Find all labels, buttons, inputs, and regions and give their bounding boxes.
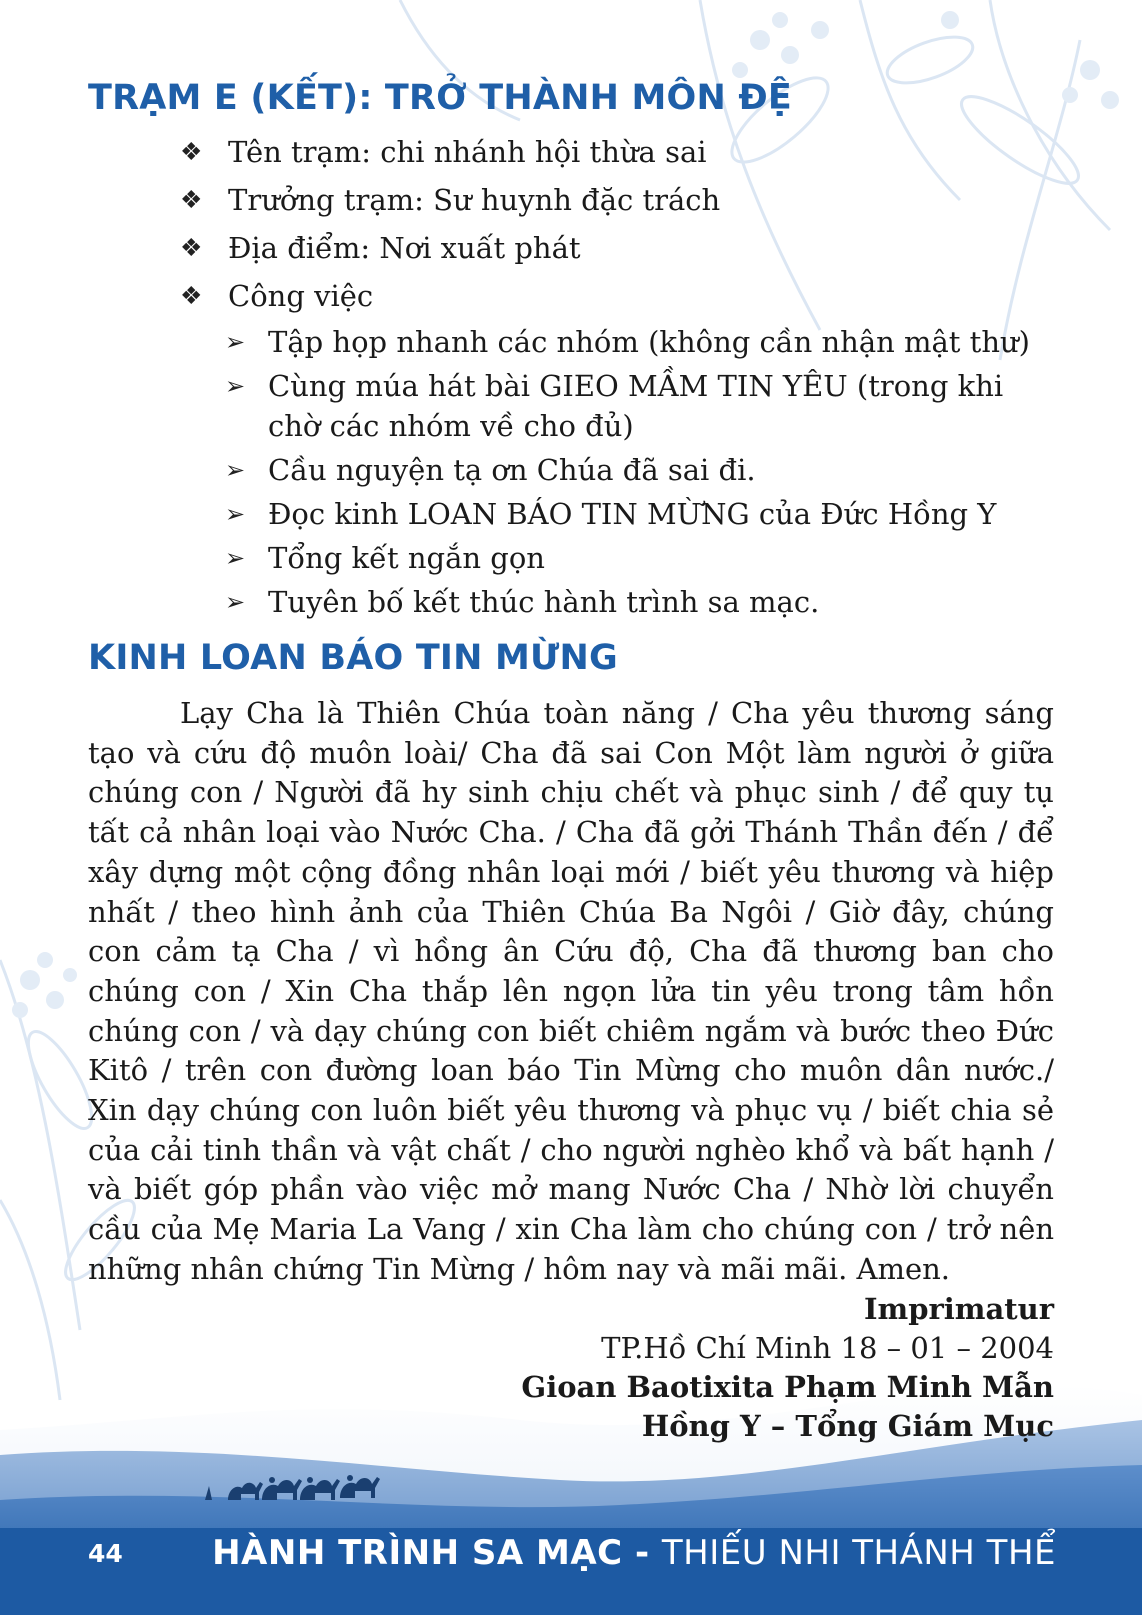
diamond-bullet-icon: ❖: [180, 185, 203, 214]
prayer-text: Lạy Cha là Thiên Chúa toàn năng / Cha yêu thương sáng tạo và cứu độ muôn loài/ Cha đã sai Con Một làm người ở giữa chúng con / Người đã hy sinh chịu chết và phục sinh / để quy tụ tất cả nhân loại vào Nước Cha. / Cha đã gởi Thánh Thần đến / để xây dựng một cộng đồng nhân loại mới / biết yêu thương và hiệp nhất / theo hình ảnh của Thiên Chúa Ba Ngôi / Giờ đây, chúng con cảm tạ Cha / vì hồng ân Cứu độ, Cha đã thương ban cho chúng con / Xin Cha thắp lên ngọn lửa tin yêu trong tâm hồn chúng con / và dạy chúng con biết chiêm ngắm và bước theo Đức Kitô / trên con đường loan báo Tin Mừng cho muôn dân nước./ Xin dạy chúng con luôn biết yêu thương và phục vụ / biết chia sẻ của cải tinh thần và vật chất / cho người nghèo khổ và bất hạnh / và biết góp phần vào việc mở mang Nước Cha / Nhờ lời chuyển cầu của Mẹ Maria La Vang / xin Cha làm cho chúng con / trở nên những nhân chứng Tin Mừng / hôm nay và mãi mãi. Amen.: [88, 696, 1054, 1286]
station-tasks-label: Công việc: [228, 279, 374, 313]
task-item: ➢ Tổng kết ngắn gọn: [225, 538, 1055, 578]
arrow-bullet-icon: ➢: [225, 588, 246, 616]
list-item: [178, 224, 720, 272]
task-item: ➢ Tập họp nhanh các nhóm (không cần nhận mật thư): [225, 322, 1055, 362]
station-info-list: [178, 128, 720, 320]
task-item: ➢ Đọc kinh LOAN BÁO TIN MỪNG của Đức Hồng Y: [225, 494, 1055, 534]
page-number: 44: [88, 1539, 123, 1568]
list-item: [178, 176, 720, 224]
station-location: Địa điểm: Nơi xuất phát: [228, 231, 581, 265]
arrow-bullet-icon: ➢: [225, 544, 246, 572]
arrow-bullet-icon: ➢: [225, 500, 246, 528]
station-heading: TRẠM E (KẾT): TRỞ THÀNH MÔN ĐỆ: [88, 78, 793, 118]
prayer-heading: KINH LOAN BÁO TIN MỪNG: [88, 638, 618, 678]
task-item: ➢ Cùng múa hát bài GIEO MẦM TIN YÊU (trong khi chờ các nhóm về cho đủ): [225, 366, 1055, 446]
arrow-bullet-icon: ➢: [225, 328, 246, 356]
station-leader: Trưởng trạm: Sư huynh đặc trách: [228, 183, 721, 217]
imprimatur-place-date: TP.Hồ Chí Minh 18 – 01 – 2004: [601, 1331, 1054, 1365]
station-name: Tên trạm: chi nhánh hội thừa sai: [228, 135, 707, 169]
list-item: [178, 272, 720, 320]
arrow-bullet-icon: ➢: [225, 372, 246, 400]
list-item: [178, 128, 720, 176]
book-title-bold: HÀNH TRÌNH SA MẠC -: [212, 1533, 662, 1573]
imprimatur-name: Gioan Baotixita Phạm Minh Mẫn: [521, 1370, 1054, 1404]
diamond-bullet-icon: ❖: [180, 137, 203, 166]
imprimatur-label: Imprimatur: [863, 1292, 1054, 1326]
task-list: [225, 322, 1055, 626]
arrow-bullet-icon: ➢: [225, 456, 246, 484]
book-title-light: THIẾU NHI THÁNH THỂ: [661, 1533, 1056, 1573]
imprimatur-title: Hồng Y – Tổng Giám Mục: [641, 1409, 1054, 1443]
task-item: ➢ Tuyên bố kết thúc hành trình sa mạc.: [225, 582, 1055, 622]
task-item: ➢ Cầu nguyện tạ ơn Chúa đã sai đi.: [225, 450, 1055, 490]
diamond-bullet-icon: ❖: [180, 233, 203, 262]
page-footer: [0, 1533, 1142, 1579]
book-title: [212, 1533, 1056, 1573]
diamond-bullet-icon: ❖: [180, 281, 203, 310]
